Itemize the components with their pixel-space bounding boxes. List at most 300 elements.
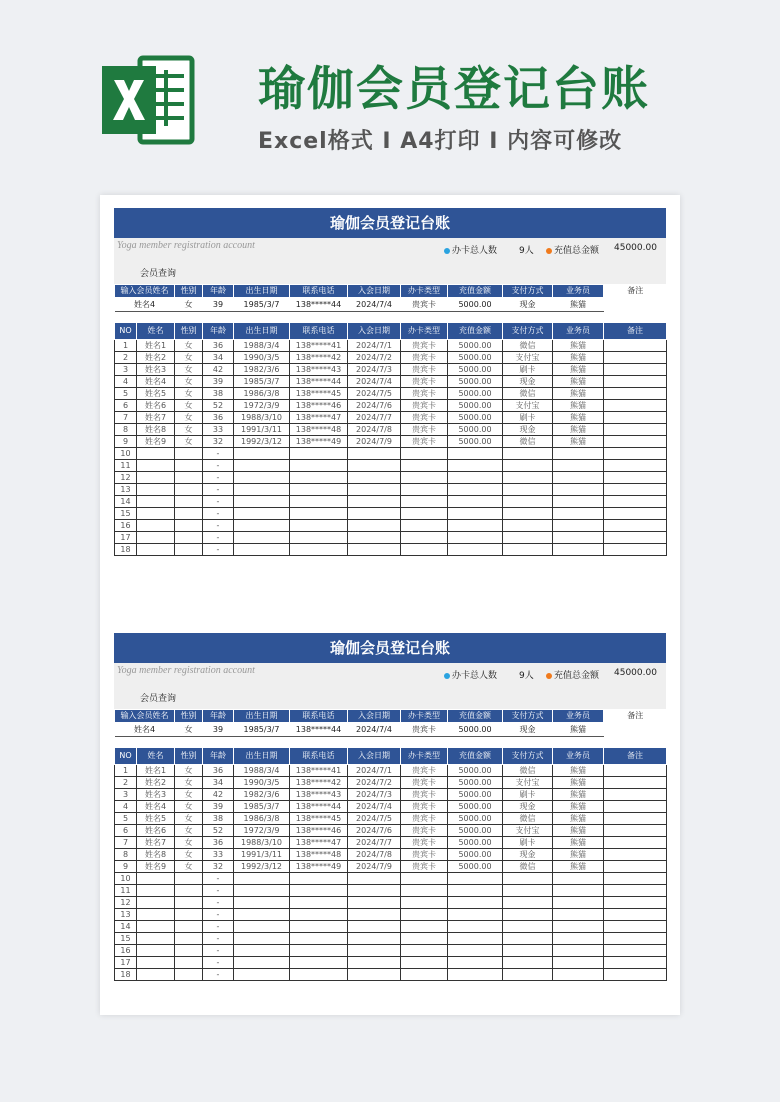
table-cell: 8 <box>115 424 137 436</box>
table-cell: 姓名4 <box>137 376 175 388</box>
table-cell: 女 <box>175 765 203 777</box>
table-cell: 微信 <box>503 340 553 352</box>
table-cell: 1986/3/8 <box>234 813 290 825</box>
table-cell: 女 <box>175 400 203 412</box>
table-cell <box>234 957 290 969</box>
table-cell <box>234 921 290 933</box>
table-cell <box>503 532 553 544</box>
table-cell: 138*****42 <box>290 352 348 364</box>
table-cell <box>448 472 503 484</box>
table-cell: 5000.00 <box>448 861 503 873</box>
table-cell <box>604 484 667 496</box>
query-header-cell: 出生日期 <box>234 285 290 298</box>
table-cell: 刷卡 <box>503 789 553 801</box>
table-cell: 姓名3 <box>137 789 175 801</box>
query-header-cell: 备注 <box>604 285 667 298</box>
table-cell: - <box>203 957 234 969</box>
query-cell: 138*****44 <box>290 723 348 737</box>
table-cell <box>503 957 553 969</box>
query-table <box>114 284 667 312</box>
table-cell <box>503 921 553 933</box>
query-cell: 贵宾卡 <box>401 298 448 312</box>
table-cell <box>137 472 175 484</box>
query-header-cell: 支付方式 <box>503 710 553 723</box>
table-cell <box>553 520 604 532</box>
english-subtitle: Yoga member registration account <box>117 240 255 251</box>
table-cell <box>503 484 553 496</box>
table-cell <box>234 945 290 957</box>
table-cell: 39 <box>203 376 234 388</box>
table-cell <box>175 532 203 544</box>
table-cell <box>234 520 290 532</box>
table-cell: 38 <box>203 388 234 400</box>
table-cell: - <box>203 897 234 909</box>
table-cell <box>234 460 290 472</box>
table-cell: 女 <box>175 789 203 801</box>
query-cell: 现金 <box>503 723 553 737</box>
table-cell <box>175 508 203 520</box>
table-cell: 34 <box>203 352 234 364</box>
table-cell: 贵宾卡 <box>401 376 448 388</box>
table-cell <box>553 472 604 484</box>
table-cell <box>604 897 667 909</box>
table-row <box>115 957 667 969</box>
table-cell <box>604 496 667 508</box>
query-header-cell: 年龄 <box>203 285 234 298</box>
member-name-input[interactable]: 姓名4 <box>115 723 175 737</box>
table-cell: 5000.00 <box>448 412 503 424</box>
table-cell: 52 <box>203 825 234 837</box>
table-row <box>115 969 667 981</box>
table-cell: 6 <box>115 400 137 412</box>
query-header-row <box>115 285 667 298</box>
table-cell <box>348 544 401 556</box>
table-cell <box>137 484 175 496</box>
table-cell: - <box>203 496 234 508</box>
table-row <box>115 813 667 825</box>
table-cell <box>604 412 667 424</box>
table-cell <box>348 885 401 897</box>
table-cell <box>448 484 503 496</box>
table-cell <box>290 496 348 508</box>
table-cell <box>401 448 448 460</box>
table-cell: 5000.00 <box>448 352 503 364</box>
table-row <box>115 801 667 813</box>
table-cell: 2024/7/8 <box>348 424 401 436</box>
table-cell <box>604 520 667 532</box>
table-cell <box>234 532 290 544</box>
table-cell: 姓名3 <box>137 364 175 376</box>
query-cell: 贵宾卡 <box>401 723 448 737</box>
table-cell: 138*****41 <box>290 765 348 777</box>
table-cell: 13 <box>115 484 137 496</box>
table-cell <box>348 484 401 496</box>
table-cell: 4 <box>115 376 137 388</box>
table-cell: 姓名2 <box>137 777 175 789</box>
table-row <box>115 388 667 400</box>
table-cell: 138*****47 <box>290 412 348 424</box>
table-cell: 姓名6 <box>137 825 175 837</box>
table-header-cell: 出生日期 <box>234 323 290 340</box>
table-cell <box>553 448 604 460</box>
table-cell <box>137 544 175 556</box>
table-cell: 熊猫 <box>553 777 604 789</box>
table-cell: 2 <box>115 352 137 364</box>
table-cell: 36 <box>203 412 234 424</box>
table-cell <box>290 544 348 556</box>
sub-title: Excel格式 I A4打印 I 内容可修改 <box>258 129 623 154</box>
table-cell <box>290 460 348 472</box>
table-cell <box>234 873 290 885</box>
table-cell: 5000.00 <box>448 388 503 400</box>
query-cell: 女 <box>175 298 203 312</box>
query-header-cell: 入会日期 <box>348 710 401 723</box>
table-cell: 16 <box>115 945 137 957</box>
table-cell <box>348 933 401 945</box>
table-cell <box>503 933 553 945</box>
table-cell <box>448 448 503 460</box>
table-cell: - <box>203 885 234 897</box>
table-cell <box>175 873 203 885</box>
table-header-cell: 联系电话 <box>290 323 348 340</box>
table-row <box>115 861 667 873</box>
table-cell <box>290 448 348 460</box>
main-title: 瑜伽会员登记台账 <box>258 62 650 117</box>
table-cell: 10 <box>115 873 137 885</box>
table-cell: 贵宾卡 <box>401 777 448 789</box>
table-cell: 36 <box>203 765 234 777</box>
query-header-cell: 支付方式 <box>503 285 553 298</box>
table-cell: 138*****49 <box>290 436 348 448</box>
stat-total-value: 45000.00 <box>614 668 657 678</box>
table-cell: 1991/3/11 <box>234 849 290 861</box>
table-cell: 贵宾卡 <box>401 789 448 801</box>
table-cell <box>503 885 553 897</box>
table-cell: 5 <box>115 388 137 400</box>
table-cell <box>348 969 401 981</box>
table-row <box>115 789 667 801</box>
table-cell <box>348 460 401 472</box>
info-bar <box>114 663 666 683</box>
table-cell: 熊猫 <box>553 861 604 873</box>
stat-count-value: 9人 <box>519 246 534 256</box>
table-cell: 贵宾卡 <box>401 340 448 352</box>
table-cell: 姓名1 <box>137 765 175 777</box>
table-row <box>115 460 667 472</box>
sheet-title: 瑜伽会员登记台账 <box>114 208 666 238</box>
query-cell: 5000.00 <box>448 298 503 312</box>
table-cell <box>401 921 448 933</box>
query-cell: 熊猫 <box>553 723 604 737</box>
table-cell <box>175 909 203 921</box>
query-label: 会员查询 <box>140 694 177 704</box>
table-cell <box>553 897 604 909</box>
ledger-block-2 <box>114 633 666 981</box>
table-cell: 138*****49 <box>290 861 348 873</box>
table-cell <box>290 897 348 909</box>
table-cell: 女 <box>175 364 203 376</box>
table-cell: 2024/7/6 <box>348 825 401 837</box>
table-cell <box>448 496 503 508</box>
table-row <box>115 945 667 957</box>
table-cell: 贵宾卡 <box>401 765 448 777</box>
table-cell <box>234 885 290 897</box>
table-cell <box>137 885 175 897</box>
query-header-cell: 备注 <box>604 710 667 723</box>
orange-dot-icon <box>546 673 552 679</box>
table-cell: 138*****45 <box>290 388 348 400</box>
english-subtitle: Yoga member registration account <box>117 665 255 676</box>
table-cell: 姓名8 <box>137 849 175 861</box>
table-cell: 姓名2 <box>137 352 175 364</box>
table-cell: 52 <box>203 400 234 412</box>
table-cell <box>553 933 604 945</box>
table-cell: 2024/7/9 <box>348 861 401 873</box>
table-cell: 贵宾卡 <box>401 352 448 364</box>
table-cell: 4 <box>115 801 137 813</box>
table-cell: 贵宾卡 <box>401 424 448 436</box>
table-cell <box>401 909 448 921</box>
table-row <box>115 436 667 448</box>
ledger-block-1 <box>114 208 666 556</box>
table-cell: 1972/3/9 <box>234 400 290 412</box>
table-cell: 刷卡 <box>503 364 553 376</box>
table-cell: 女 <box>175 376 203 388</box>
query-cell <box>604 298 667 312</box>
table-cell: 33 <box>203 424 234 436</box>
table-row <box>115 520 667 532</box>
table-header-cell: 办卡类型 <box>401 323 448 340</box>
table-cell: - <box>203 921 234 933</box>
table-cell <box>137 460 175 472</box>
table-cell: 熊猫 <box>553 340 604 352</box>
table-cell <box>604 957 667 969</box>
table-cell <box>604 873 667 885</box>
member-table <box>114 747 667 981</box>
table-cell: 微信 <box>503 861 553 873</box>
table-cell: 贵宾卡 <box>401 861 448 873</box>
member-table <box>114 322 667 556</box>
table-cell <box>604 777 667 789</box>
table-cell <box>448 933 503 945</box>
table-cell: - <box>203 933 234 945</box>
table-cell: 姓名5 <box>137 813 175 825</box>
table-cell: 138*****48 <box>290 849 348 861</box>
table-cell: 9 <box>115 861 137 873</box>
table-cell: - <box>203 873 234 885</box>
table-header-cell: 充值金额 <box>448 748 503 765</box>
table-row <box>115 340 667 352</box>
table-cell: 2024/7/2 <box>348 352 401 364</box>
table-header-cell: 支付方式 <box>503 748 553 765</box>
table-cell: - <box>203 460 234 472</box>
table-header-cell: 姓名 <box>137 748 175 765</box>
table-cell: - <box>203 484 234 496</box>
table-cell <box>448 945 503 957</box>
table-cell: 7 <box>115 412 137 424</box>
table-cell <box>553 460 604 472</box>
query-header-cell: 业务员 <box>553 285 604 298</box>
table-cell <box>290 921 348 933</box>
query-cell: 1985/3/7 <box>234 298 290 312</box>
table-cell <box>175 933 203 945</box>
table-cell <box>503 873 553 885</box>
table-cell <box>348 496 401 508</box>
query-cell: 1985/3/7 <box>234 723 290 737</box>
table-row <box>115 484 667 496</box>
table-header-cell: 备注 <box>604 748 667 765</box>
table-cell <box>175 472 203 484</box>
table-cell: 贵宾卡 <box>401 400 448 412</box>
table-cell <box>503 508 553 520</box>
table-cell <box>348 532 401 544</box>
table-header-cell: NO <box>115 323 137 340</box>
table-cell: 2024/7/5 <box>348 813 401 825</box>
table-cell <box>503 496 553 508</box>
table-cell <box>604 340 667 352</box>
table-cell: - <box>203 508 234 520</box>
table-cell: 微信 <box>503 813 553 825</box>
table-cell <box>401 472 448 484</box>
table-cell <box>348 909 401 921</box>
table-cell <box>137 897 175 909</box>
table-cell <box>553 873 604 885</box>
table-cell: 女 <box>175 825 203 837</box>
table-cell: 2 <box>115 777 137 789</box>
table-cell: 5000.00 <box>448 340 503 352</box>
table-cell: 32 <box>203 861 234 873</box>
table-row <box>115 885 667 897</box>
table-cell <box>604 460 667 472</box>
table-cell: 15 <box>115 508 137 520</box>
table-row <box>115 765 667 777</box>
member-name-input[interactable]: 姓名4 <box>115 298 175 312</box>
table-cell: - <box>203 472 234 484</box>
table-cell: 女 <box>175 340 203 352</box>
table-cell: - <box>203 909 234 921</box>
table-cell <box>290 520 348 532</box>
table-cell: 1986/3/8 <box>234 388 290 400</box>
table-cell <box>604 909 667 921</box>
table-cell: 2024/7/3 <box>348 789 401 801</box>
table-cell: 女 <box>175 424 203 436</box>
table-cell: 32 <box>203 436 234 448</box>
stat-count: 办卡总人数 <box>444 243 497 256</box>
table-cell <box>604 532 667 544</box>
table-cell: 熊猫 <box>553 388 604 400</box>
table-header-cell: 性别 <box>175 323 203 340</box>
table-cell: 女 <box>175 813 203 825</box>
table-cell: 5000.00 <box>448 364 503 376</box>
table-cell: 138*****43 <box>290 789 348 801</box>
table-cell <box>553 945 604 957</box>
table-cell: 1985/3/7 <box>234 376 290 388</box>
table-row <box>115 933 667 945</box>
table-cell: 贵宾卡 <box>401 825 448 837</box>
table-row <box>115 448 667 460</box>
table-cell <box>290 969 348 981</box>
table-cell <box>448 921 503 933</box>
table-cell <box>137 496 175 508</box>
table-cell: 17 <box>115 957 137 969</box>
table-cell: 11 <box>115 885 137 897</box>
table-cell <box>175 520 203 532</box>
table-cell: - <box>203 544 234 556</box>
table-cell: 5000.00 <box>448 376 503 388</box>
table-cell: 姓名4 <box>137 801 175 813</box>
table-cell <box>137 969 175 981</box>
table-cell <box>234 544 290 556</box>
table-cell: 1982/3/6 <box>234 789 290 801</box>
query-header-cell: 联系电话 <box>290 710 348 723</box>
sheet-title: 瑜伽会员登记台账 <box>114 633 666 663</box>
query-header-cell: 充值金额 <box>448 710 503 723</box>
table-cell: 1988/3/10 <box>234 412 290 424</box>
table-cell: 熊猫 <box>553 412 604 424</box>
query-header-cell: 充值金额 <box>448 285 503 298</box>
table-cell <box>234 472 290 484</box>
table-row <box>115 825 667 837</box>
table-cell: 熊猫 <box>553 424 604 436</box>
table-cell <box>348 508 401 520</box>
query-cell <box>604 723 667 737</box>
table-cell: 138*****43 <box>290 364 348 376</box>
table-cell: 138*****48 <box>290 424 348 436</box>
table-cell: 女 <box>175 801 203 813</box>
table-cell: 熊猫 <box>553 789 604 801</box>
table-cell: 贵宾卡 <box>401 436 448 448</box>
table-cell <box>401 897 448 909</box>
table-cell: 姓名9 <box>137 436 175 448</box>
table-cell <box>401 460 448 472</box>
table-cell: 39 <box>203 801 234 813</box>
table-cell <box>290 885 348 897</box>
table-cell <box>175 496 203 508</box>
table-header-row <box>115 748 667 765</box>
table-cell <box>553 532 604 544</box>
table-cell: 1992/3/12 <box>234 436 290 448</box>
table-row <box>115 897 667 909</box>
table-cell: 5000.00 <box>448 801 503 813</box>
table-row <box>115 873 667 885</box>
table-cell: 支付宝 <box>503 400 553 412</box>
table-row <box>115 472 667 484</box>
table-cell <box>137 921 175 933</box>
table-cell <box>503 897 553 909</box>
table-cell: 5000.00 <box>448 825 503 837</box>
table-cell: 支付宝 <box>503 825 553 837</box>
table-row <box>115 508 667 520</box>
query-label: 会员查询 <box>140 269 177 279</box>
info-bar <box>114 238 666 258</box>
table-cell: 1992/3/12 <box>234 861 290 873</box>
table-row <box>115 400 667 412</box>
table-cell: 11 <box>115 460 137 472</box>
table-cell <box>604 885 667 897</box>
table-cell <box>604 945 667 957</box>
sheet-paper <box>100 195 680 1015</box>
table-cell: - <box>203 969 234 981</box>
table-cell: 12 <box>115 472 137 484</box>
table-cell: 刷卡 <box>503 412 553 424</box>
table-cell <box>503 460 553 472</box>
table-cell: 138*****47 <box>290 837 348 849</box>
table-cell <box>604 424 667 436</box>
table-cell: 5 <box>115 813 137 825</box>
query-header-row <box>115 710 667 723</box>
table-cell <box>503 544 553 556</box>
table-cell: 姓名6 <box>137 400 175 412</box>
